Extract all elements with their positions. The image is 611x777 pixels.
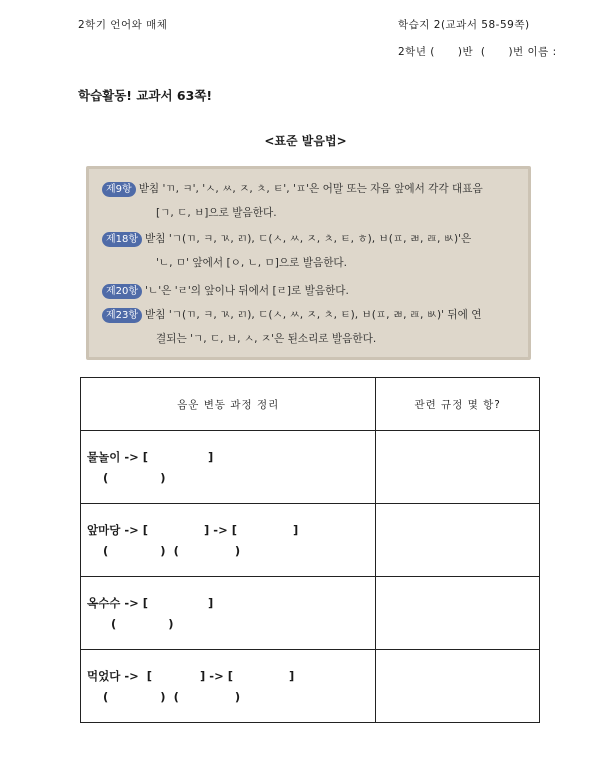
rule-badge: 제9항 [102,182,136,197]
header-worksheet-info: 학습지 2(교과서 58-59쪽) [398,19,530,31]
table-row [81,650,540,723]
col-header-process: 음운 변동 과정 정리 [81,378,376,431]
rule-text-line2: 'ㄴ, ㅁ' 앞에서 [ㅇ, ㄴ, ㅁ]으로 발음한다. [156,257,348,269]
rules-title: <표준 발음법> [264,134,347,148]
process-cell[interactable] [81,431,376,504]
process-blanks: ( ) ( ) [103,544,241,558]
pronunciation-rules-box [86,166,531,360]
rule-text-line2: [ㄱ, ㄷ, ㅂ]으로 발음한다. [156,207,277,219]
rule-18 [102,227,522,275]
process-blanks: ( ) ( ) [103,690,241,704]
rule-answer-cell[interactable] [376,577,540,650]
process-cell[interactable] [81,504,376,577]
table-row [81,577,540,650]
rule-text-line1: 받침 'ㄱ(ㄲ, ㅋ, ㄳ, ㄺ), ㄷ(ㅅ, ㅆ, ㅈ, ㅊ, ㅌ), ㅂ(ㅍ, ㄼ, ㄿ, ㅄ)' 뒤에 연 [145,309,482,321]
student-info-line: 2학년 ( )반 ( )번 이름 : [398,46,557,58]
rule-answer-cell[interactable] [376,650,540,723]
process-blanks: ( ) [103,617,174,631]
word-transform: 물놀이 -> [ ] [87,450,214,464]
rule-text-line1: 받침 'ㄲ, ㅋ', 'ㅅ, ㅆ, ㅈ, ㅊ, ㅌ', 'ㅍ'은 어말 또는 자음 앞에서 각각 대표음 [138,183,483,195]
rule-answer-cell[interactable] [376,431,540,504]
phoneme-change-table [80,377,540,723]
header-subject: 2학기 언어와 매체 [78,19,168,31]
rule-badge: 제23항 [102,308,142,323]
rule-text-line1: 'ㄴ'은 'ㄹ'의 앞이나 뒤에서 [ㄹ]로 발음한다. [145,285,349,297]
table-header-row [81,378,540,431]
rule-badge: 제20항 [102,284,142,299]
rule-badge: 제18항 [102,232,142,247]
table-row [81,431,540,504]
rule-answer-cell[interactable] [376,504,540,577]
rule-text-line2: 결되는 'ㄱ, ㄷ, ㅂ, ㅅ, ㅈ'은 된소리로 발음한다. [156,333,377,345]
word-transform: 옥수수 -> [ ] [87,596,214,610]
word-transform: 앞마당 -> [ ] -> [ ] [87,523,299,537]
rule-23 [102,303,522,351]
process-cell[interactable] [81,577,376,650]
rule-20 [102,279,522,303]
rule-9 [102,177,522,225]
rule-text-line1: 받침 'ㄱ(ㄲ, ㅋ, ㄳ, ㄺ), ㄷ(ㅅ, ㅆ, ㅈ, ㅊ, ㅌ, ㅎ), ㅂ(ㅍ, ㄼ, ㄿ, ㅄ)'은 [145,233,472,245]
process-blanks: ( ) [103,471,166,485]
word-transform: 먹었다 -> [ ] -> [ ] [87,669,295,683]
process-cell[interactable] [81,650,376,723]
table-row [81,504,540,577]
activity-title: 학습활동! 교과서 63쪽! [78,88,213,103]
col-header-rule: 관련 규정 몇 항? [376,378,540,431]
